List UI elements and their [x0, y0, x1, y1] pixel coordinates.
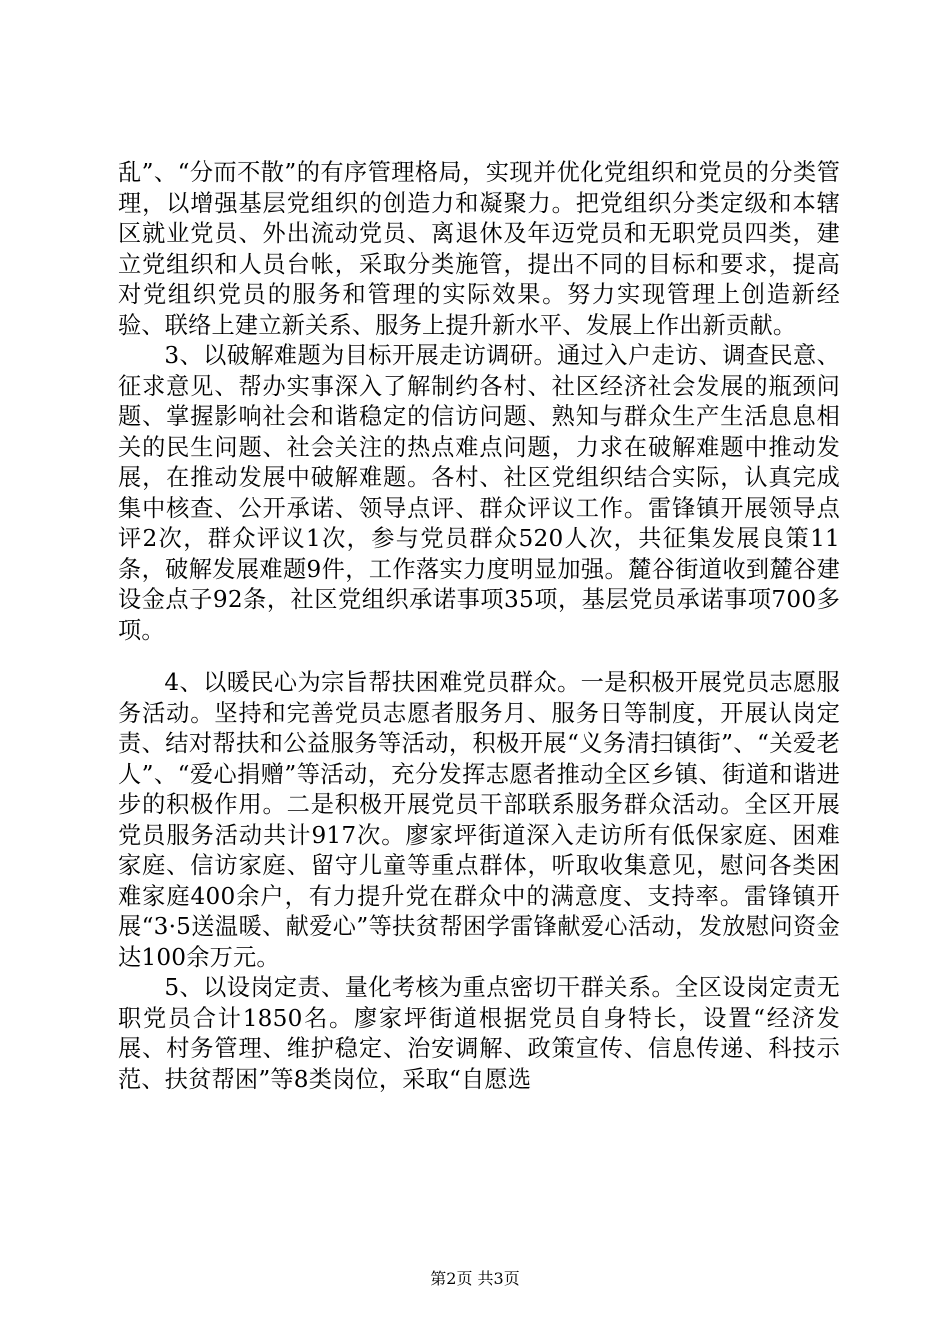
paragraph-item-5-posts: 5、以设岗定责、量化考核为重点密切干群关系。全区设岗定责无职党员合计1850名。廖家坪街道根据党员自身特长，设置“经济发展、村务管理、维护稳定、治安调解、政策宣传、信息传递、科技示范、扶贫帮困”等8类岗位，采取“自愿选 [118, 974, 840, 1093]
document-body [118, 158, 840, 1095]
page-number-footer: 第2页 共3页 [430, 1269, 520, 1288]
paragraph-item-3-research: 3、以破解难题为目标开展走访调研。通过入户走访、调查民意、征求意见、帮办实事深入了解制约各村、社区经济社会发展的瓶颈问题、掌握影响社会和谐稳定的信访问题、熟知与群众生产生活息息相关的民生问题、社会关注的热点难点问题，力求在破解难题中推动发展，在推动发展中破解难题。各村、社区党组织结合实际，认真完成集中核查、公开承诺、领导点评、群众评议工作。雷锋镇开展领导点评2次，群众评议1次，参与党员群众520人次，共征集发展良策11条，破解发展难题9件，工作落实力度明显加强。麓谷街道收到麓谷建设金点子92条，社区党组织承诺事项35项，基层党员承诺事项700多项。 [118, 342, 840, 644]
paragraph-classified-management: 乱”、“分而不散”的有序管理格局，实现并优化党组织和党员的分类管理，以增强基层党组织的创造力和凝聚力。把党组织分类定级和本辖区就业党员、外出流动党员、离退休及年迈党员和无职党员四类，建立党组织和人员台帐，采取分类施管，提出不同的目标和要求，提高对党组织党员的服务和管理的实际效果。努力实现管理上创造新经验、联络上建立新关系、服务上提升新水平、发展上作出新贡献。 [118, 159, 840, 339]
paragraph-item-4-assistance: 4、以暖民心为宗旨帮扶困难党员群众。一是积极开展党员志愿服务活动。坚持和完善党员志愿者服务月、服务日等制度，开展认岗定责、结对帮扶和公益服务等活动，积极开展“义务清扫镇街”、“关爱老人”、“爱心捐赠”等活动，充分发挥志愿者推动全区乡镇、街道和谐进步的积极作用。二是积极开展党员干部联系服务群众活动。全区开展党员服务活动共计917次。廖家坪街道深入走访所有低保家庭、困难家庭、信访家庭、留守儿童等重点群体，听取收集意见，慰问各类困难家庭400余户，有力提升党在群众中的满意度、支持率。雷锋镇开展“3·5送温暖、献爱心”等扶贫帮困学雷锋献爱心活动，发放慰问资金达100余万元。 [118, 669, 840, 971]
